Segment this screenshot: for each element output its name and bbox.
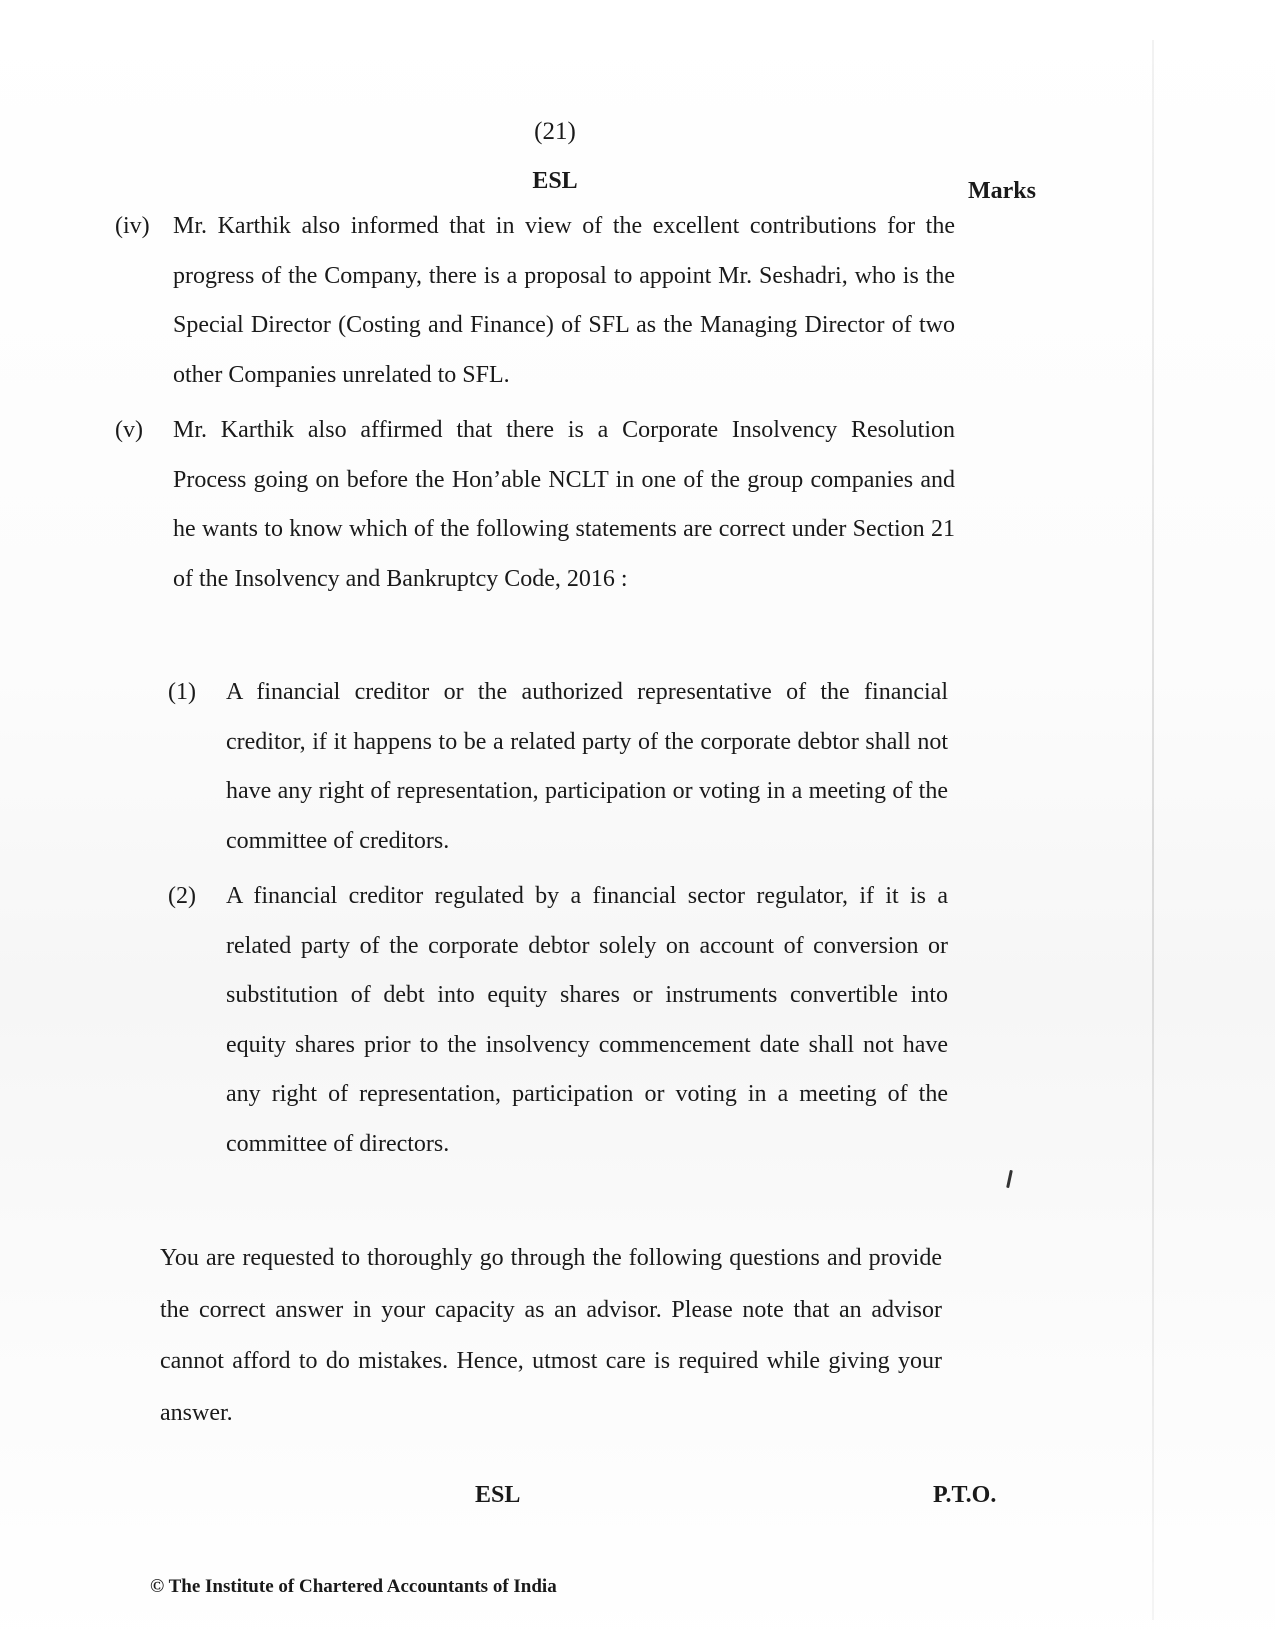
question-item-iv xyxy=(115,202,955,400)
statement-text: A financial creditor regulated by a financial sector regulator, if it is a related party of the corporate debtor solely on account of conversion or substitution of debt into equity shares or instruments convertible into equity shares prior to the insolvency commencement date shall not have any right of representation, participation or voting in a meeting of the committee of directors. xyxy=(226,883,948,1157)
marks-column-label: Marks xyxy=(968,178,1036,204)
copyright-notice: © The Institute of Chartered Accountants of India xyxy=(150,1576,557,1597)
item-number: (iv) xyxy=(115,213,150,239)
series-code-header: ESL xyxy=(532,168,578,194)
page-number: (21) xyxy=(534,118,576,145)
item-number: (v) xyxy=(115,417,143,443)
statement-text: A financial creditor or the authorized representative of the financial creditor, if it happens to be a related party of the corporate debtor shall not have any right of representation, participation or voting in a meeting of the committee of creditors. xyxy=(226,679,948,854)
statement-2 xyxy=(168,872,948,1169)
series-code-footer: ESL xyxy=(475,1482,521,1508)
statement-number: (2) xyxy=(168,883,196,909)
instructions-paragraph: You are requested to thoroughly go through the following questions and provide the correct answer in your capacity as an advisor. Please note that an advisor cannot afford to do mistakes. Hence, utmost care is required while giving your answer. xyxy=(160,1245,942,1426)
question-item-v xyxy=(115,406,955,604)
please-turn-over: P.T.O. xyxy=(933,1482,997,1508)
scan-speck xyxy=(1006,1170,1013,1188)
statement-number: (1) xyxy=(168,679,196,705)
item-text: Mr. Karthik also informed that in view of the excellent contributions for the progress of the Company, there is a proposal to appoint Mr. Seshadri, who is the Special Director (Costing and Finance) of SFL as the Managing Director of two other Companies unrelated to SFL. xyxy=(173,213,955,388)
statement-1 xyxy=(168,668,948,866)
item-text: Mr. Karthik also affirmed that there is a Corporate Insolvency Resolution Process going on before the Hon’able NCLT in one of the group companies and he wants to know which of the following statements are correct under Section 21 of the Insolvency and Bankruptcy Code, 2016 : xyxy=(173,417,955,592)
scan-edge-shadow xyxy=(1152,40,1154,1620)
